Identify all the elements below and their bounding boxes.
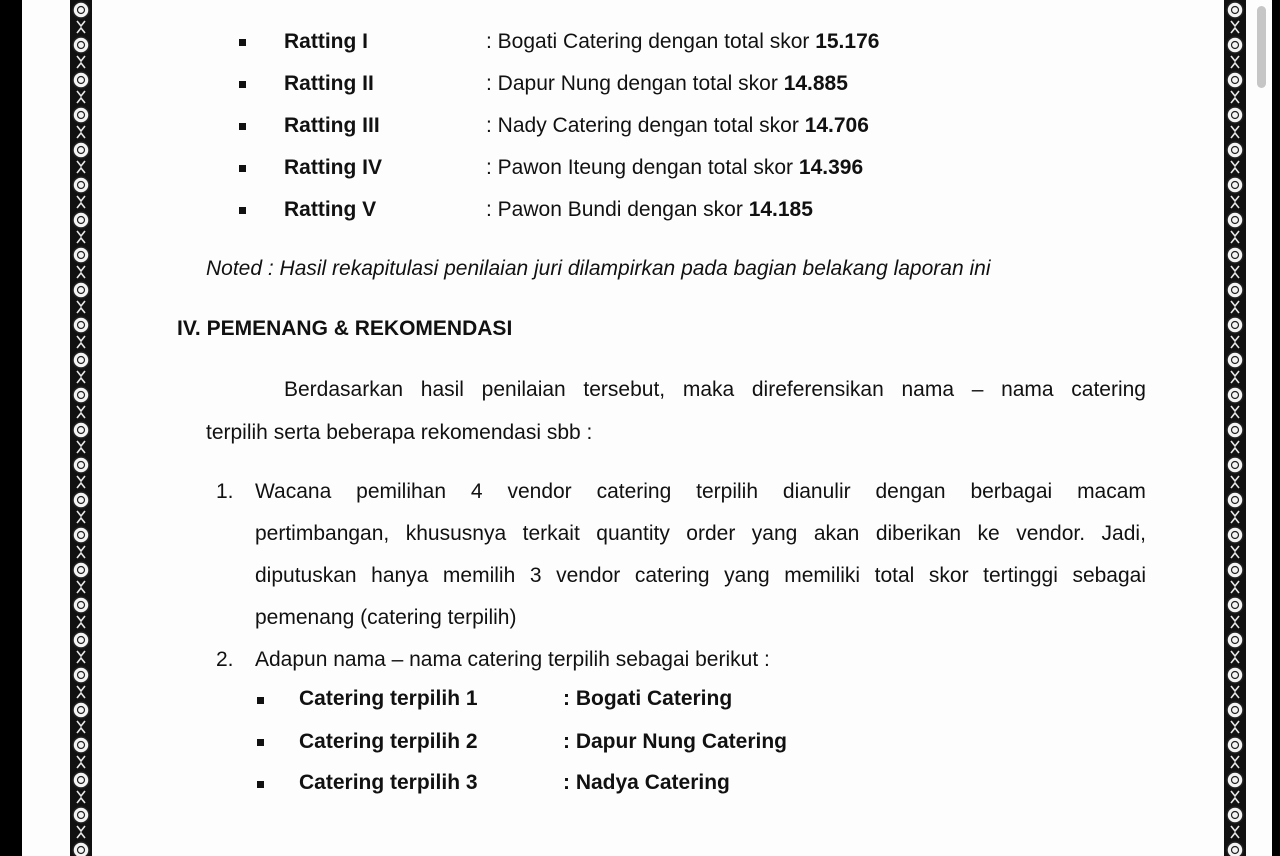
rating-value: : Nady Catering dengan total skor 14.706	[486, 114, 869, 137]
winner-name: : Dapur Nung Catering	[563, 730, 787, 753]
word: macam	[1077, 480, 1146, 503]
rating-label: Ratting III	[284, 114, 380, 137]
bullet-icon	[257, 697, 264, 704]
ornament-icon	[73, 212, 89, 243]
word: khususnya	[405, 522, 507, 545]
ornament-icon	[73, 37, 89, 68]
word: berbagai	[970, 480, 1053, 503]
winner-label: Catering terpilih 3	[299, 771, 478, 794]
ornament-icon	[73, 352, 89, 383]
ornament-icon	[1227, 387, 1243, 418]
word: hanya	[371, 564, 429, 587]
ornament-icon	[1227, 177, 1243, 208]
word: pertimbangan,	[255, 522, 390, 545]
word: 3	[529, 564, 542, 587]
list-item-line	[255, 521, 1146, 547]
winner-label: Catering terpilih 2	[299, 730, 478, 753]
word: hasil	[420, 378, 464, 401]
word: total	[874, 564, 915, 587]
word: yang	[724, 564, 770, 587]
rating-value: : Pawon Bundi dengan skor 14.185	[486, 198, 813, 221]
ornament-icon	[1227, 352, 1243, 383]
ornament-icon	[73, 492, 89, 523]
word: terpilih	[696, 480, 759, 503]
word: tersebut,	[583, 378, 666, 401]
ornament-icon	[73, 842, 89, 856]
winner-name: : Bogati Catering	[563, 687, 733, 710]
intro-line-2: terpilih serta beberapa rekomendasi sbb :	[206, 421, 593, 444]
ornament-icon	[73, 247, 89, 278]
bullet-icon	[239, 123, 246, 130]
list-number: 2.	[216, 648, 234, 671]
decorative-border-left	[70, 0, 92, 856]
word: vendor.	[1016, 522, 1086, 545]
ornament-icon	[73, 807, 89, 838]
ornament-icon	[1227, 247, 1243, 278]
word: skor	[928, 564, 969, 587]
ornament-icon	[1227, 2, 1243, 33]
word: Berdasarkan	[284, 378, 404, 401]
ornament-icon	[1227, 457, 1243, 488]
rating-value: : Dapur Nung dengan total skor 14.885	[486, 72, 848, 95]
ornament-icon	[73, 72, 89, 103]
bullet-icon	[239, 165, 246, 172]
ornament-icon	[1227, 527, 1243, 558]
ornament-icon	[73, 317, 89, 348]
word: catering	[1071, 378, 1146, 401]
ornament-icon	[1227, 807, 1243, 838]
list-item-line	[255, 563, 1146, 589]
section-heading: IV. PEMENANG & REKOMENDASI	[177, 317, 513, 340]
ornament-icon	[1227, 142, 1243, 173]
ornament-icon	[73, 597, 89, 628]
word: dianulir	[782, 480, 851, 503]
word: tertinggi	[983, 564, 1058, 587]
word: Wacana	[255, 480, 332, 503]
ornament-icon	[1227, 702, 1243, 733]
bullet-icon	[239, 207, 246, 214]
rating-label: Ratting II	[284, 72, 374, 95]
word: quantity	[596, 522, 670, 545]
ornament-icon	[1227, 422, 1243, 453]
ornament-icon	[1227, 37, 1243, 68]
ornament-icon	[73, 457, 89, 488]
winner-name: : Nadya Catering	[563, 771, 730, 794]
word: Jadi,	[1101, 522, 1146, 545]
word: catering	[596, 480, 672, 503]
bullet-icon	[257, 781, 264, 788]
word: nama	[1001, 378, 1054, 401]
word: diputuskan	[255, 564, 357, 587]
winner-label: Catering terpilih 1	[299, 687, 478, 710]
list-number: 1.	[216, 480, 234, 503]
word: memiliki	[784, 564, 861, 587]
word: vendor	[507, 480, 572, 503]
word: nama	[901, 378, 954, 401]
note-text: Noted : Hasil rekapitulasi penilaian juri dilampirkan pada bagian belakang laporan ini	[206, 257, 991, 280]
word: –	[971, 378, 984, 401]
ornament-icon	[73, 737, 89, 768]
ornament-icon	[1227, 737, 1243, 768]
rating-value: : Bogati Catering dengan total skor 15.176	[486, 30, 880, 53]
ornament-icon	[73, 142, 89, 173]
word: penilaian	[481, 378, 566, 401]
ornament-icon	[73, 772, 89, 803]
ornament-icon	[1227, 107, 1243, 138]
ornament-icon	[73, 562, 89, 593]
ornament-icon	[1227, 282, 1243, 313]
vertical-scrollbar[interactable]	[1255, 0, 1269, 856]
ornament-icon	[1227, 772, 1243, 803]
rating-label: Ratting I	[284, 30, 368, 53]
bullet-icon	[239, 81, 246, 88]
ornament-icon	[1227, 842, 1243, 856]
ornament-icon	[73, 702, 89, 733]
ornament-icon	[1227, 72, 1243, 103]
ornament-icon	[1227, 667, 1243, 698]
word: catering	[634, 564, 710, 587]
ornament-icon	[1227, 492, 1243, 523]
word: yang	[751, 522, 798, 545]
ornament-icon	[73, 2, 89, 33]
word: terkait	[522, 522, 580, 545]
decorative-border-right	[1224, 0, 1246, 856]
word: dengan	[875, 480, 946, 503]
ornament-icon	[73, 667, 89, 698]
list-item-line: pemenang (catering terpilih)	[255, 606, 517, 629]
ornament-icon	[73, 387, 89, 418]
word: 4	[470, 480, 483, 503]
ornament-icon	[1227, 597, 1243, 628]
word: diberikan	[875, 522, 962, 545]
intro-line-1	[284, 377, 1146, 403]
word: memilih	[442, 564, 516, 587]
ornament-icon	[73, 107, 89, 138]
rating-label: Ratting IV	[284, 156, 382, 179]
ornament-icon	[73, 177, 89, 208]
ornament-icon	[1227, 212, 1243, 243]
list-item-line	[255, 479, 1146, 505]
word: direferensikan	[751, 378, 884, 401]
ornament-icon	[73, 422, 89, 453]
word: akan	[813, 522, 860, 545]
rating-value: : Pawon Iteung dengan total skor 14.396	[486, 156, 864, 179]
ornament-icon	[1227, 632, 1243, 663]
rating-label: Ratting V	[284, 198, 377, 221]
word: pemilihan	[356, 480, 447, 503]
word: sebagai	[1072, 564, 1146, 587]
ornament-icon	[73, 282, 89, 313]
ornament-icon	[1227, 317, 1243, 348]
bullet-icon	[257, 739, 264, 746]
word: vendor	[556, 564, 621, 587]
ornament-icon	[73, 527, 89, 558]
word: ke	[977, 522, 1000, 545]
ornament-icon	[73, 632, 89, 663]
bullet-icon	[239, 39, 246, 46]
list-item-line: Adapun nama – nama catering terpilih sebagai berikut :	[255, 648, 770, 671]
word: maka	[682, 378, 735, 401]
ornament-icon	[1227, 562, 1243, 593]
word: order	[686, 522, 736, 545]
scrollbar-thumb[interactable]	[1257, 6, 1266, 88]
